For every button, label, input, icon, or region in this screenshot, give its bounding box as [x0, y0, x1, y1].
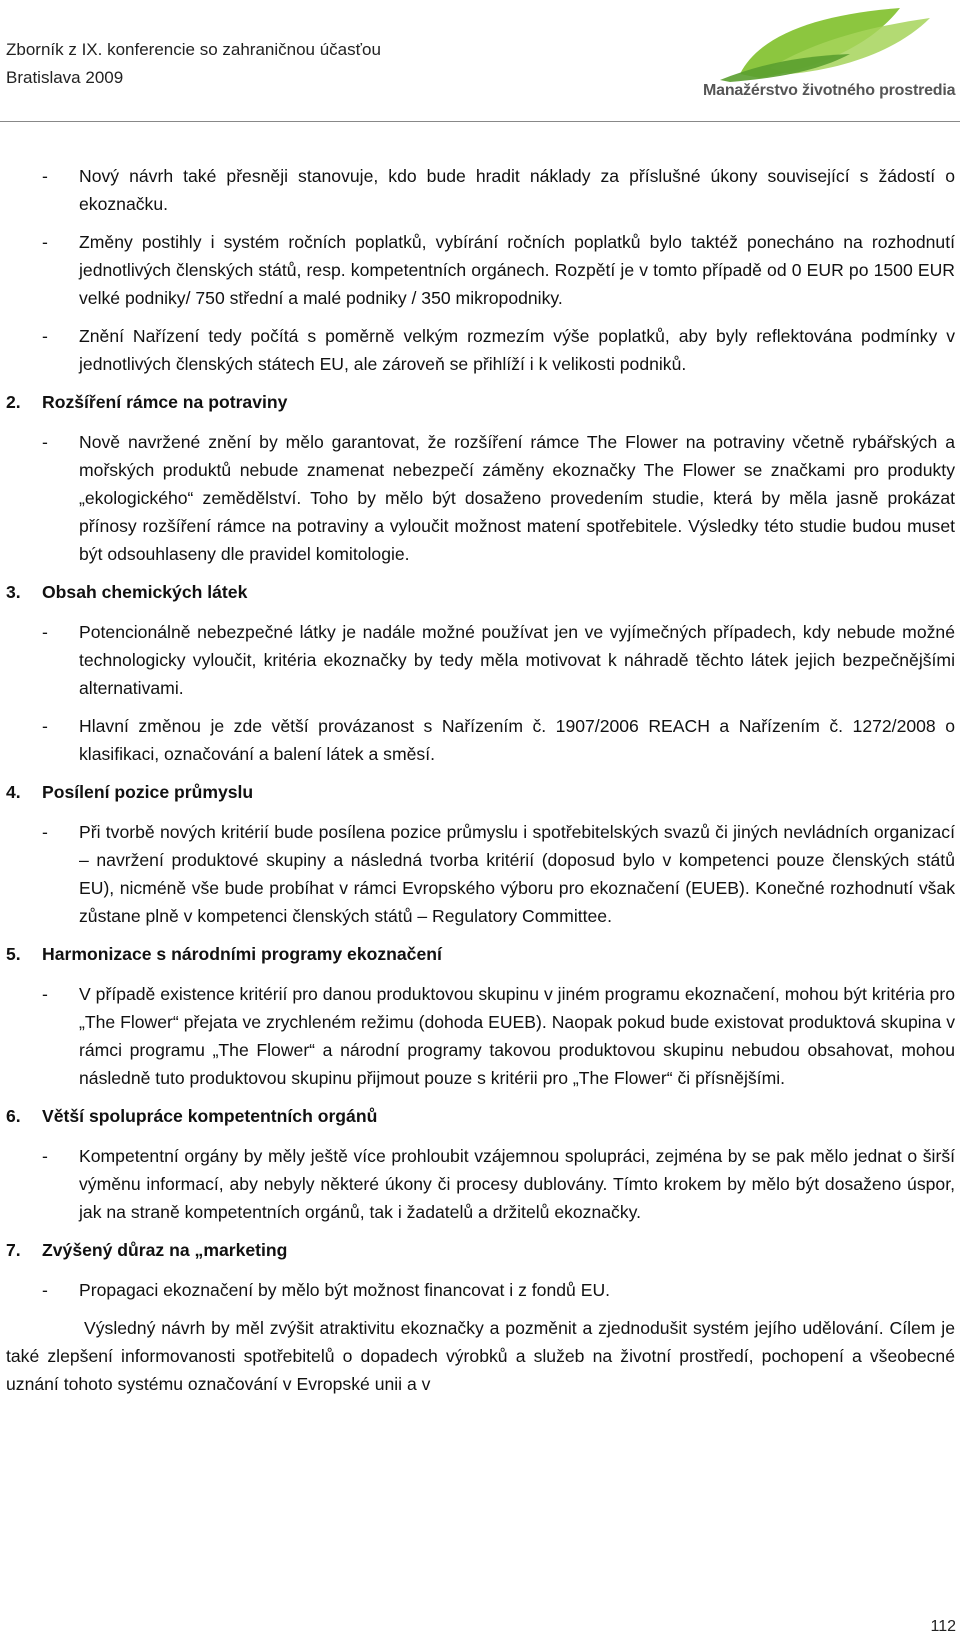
section-heading	[0, 1236, 955, 1264]
list-item	[0, 228, 955, 312]
list-item	[0, 162, 955, 218]
page-header	[0, 0, 960, 122]
bullet-dash: -	[42, 1146, 48, 1166]
list-item	[0, 322, 955, 378]
bullet-text: Kompetentní orgány by měly ještě více prohloubit vzájemnou spolupráci, zejména by se pak mělo jednat o širší výměnu informací, aby nebyly některé úkony či procesy dublovány. Tímto krokem by mělo být dosaženo úspor, jak na straně kompetentních orgánů, tak i žadatelů a držitelů ekoznačky.	[79, 1146, 955, 1222]
bullet-text: Potencionálně nebezpečné látky je nadále možné používat jen ve vyjímečných případech, kdy nebude možné technologicky vyloučit, kritéria ekoznačky by tedy měla motivovat k náhradě těchto látek jejich bezpečnějšími alternativami.	[79, 622, 955, 698]
bullet-dash: -	[42, 166, 48, 186]
section-heading	[0, 778, 955, 806]
list-item	[0, 1142, 955, 1226]
bullet-dash: -	[42, 822, 48, 842]
header-divider	[0, 121, 960, 122]
bullet-text: Znění Nařízení tedy počítá s poměrně velkým rozmezím výše poplatků, aby byly reflektována podmínky v jednotlivých členských státech EU, ale zároveň se přihlíží i k velikosti podniků.	[79, 326, 955, 374]
bullet-text: Nově navržené znění by mělo garantovat, že rozšíření rámce The Flower na potraviny včetně rybářských a mořských produktů nebude znamenat nebezpečí záměny ekoznačky The Flower se značkami pro produkty „ekologického“ zemědělství. Toho by mělo být dosaženo provedením studie, která by měla jasně prokázat přínosy rozšíření rámce na potraviny a vyloučit možnost matení spotřebitele. Výsledky této studie budou muset být odsouhlaseny dle pravidel komitologie.	[79, 432, 955, 564]
section-heading	[0, 1102, 955, 1130]
list-item	[0, 1276, 955, 1304]
bullet-dash: -	[42, 326, 48, 346]
conference-place-year: Bratislava 2009	[6, 68, 124, 87]
closing-paragraph: Výsledný návrh by měl zvýšit atraktivitu ekoznačky a pozměnit a zjednodušit systém jejího udělování. Cílem je také zlepšení informovanosti spotřebitelů o dopadech výrobků a služeb na životní prostředí, pochopení a všeobecné uznání tohoto systému označování v Evropské unii a v	[6, 1318, 955, 1394]
conference-name: Zborník z IX. konferencie so zahraničnou účasťou	[6, 40, 381, 59]
document-body	[0, 162, 955, 1398]
section-number: 2.	[6, 392, 21, 412]
bullet-dash: -	[42, 716, 48, 736]
section-title: Větší spolupráce kompetentních orgánů	[42, 1106, 378, 1126]
section-title: Zvýšený důraz na „marketing	[42, 1240, 288, 1260]
list-item	[0, 980, 955, 1092]
bullet-text: Hlavní změnou je zde větší provázanost s Nařízením č. 1907/2006 REACH a Nařízením č. 1272/2008 o klasifikaci, označování a balení látek a směsí.	[79, 716, 955, 764]
section-heading	[0, 940, 955, 968]
logo-text: Manažérstvo životného prostredia	[703, 82, 956, 99]
section-number: 3.	[6, 582, 21, 602]
section-title: Obsah chemických látek	[42, 582, 248, 602]
list-item	[0, 428, 955, 568]
list-item	[0, 618, 955, 702]
section-number: 5.	[6, 944, 21, 964]
bullet-text: V případě existence kritérií pro danou produktovou skupinu v jiném programu ekoznačení, mohou být kritéria pro „The Flower“ přejata ve zrychleném režimu (dohoda EUEB). Naopak pokud bude existovat produktová skupina v rámci programu „The Flower“ a národní programy takovou produktovou skupinu nebudou obsahovat, mohou následně tuto produktovou skupinu přijmout pouze s kritérii pro „The Flower“ či přísnějšími.	[79, 984, 955, 1088]
conference-title	[6, 36, 381, 92]
section-heading	[0, 578, 955, 606]
bullet-dash: -	[42, 1280, 48, 1300]
bullet-dash: -	[42, 622, 48, 642]
section-number: 7.	[6, 1240, 21, 1260]
bullet-text: Propagaci ekoznačení by mělo být možnost financovat i z fondů EU.	[79, 1280, 611, 1300]
section-title: Rozšíření rámce na potraviny	[42, 392, 288, 412]
bullet-text: Změny postihly i systém ročních poplatků, vybírání ročních poplatků bylo taktéž ponecháno na rozhodnutí jednotlivých členských států, resp. kompetentních orgánech. Rozpětí je v tomto případě od 0 EUR po 1500 EUR velké podniky/ 750 střední a malé podniky / 350 mikropodniky.	[79, 232, 955, 308]
section-title: Harmonizace s národními programy ekoznačení	[42, 944, 442, 964]
bullet-dash: -	[42, 984, 48, 1004]
bullet-text: Nový návrh také přesněji stanovuje, kdo bude hradit náklady za příslušné úkony související s žádostí o ekoznačku.	[79, 166, 955, 214]
bullet-text: Při tvorbě nových kritérií bude posílena pozice průmyslu i spotřebitelských svazů či jiných nevládních organizací – navržení produktové skupiny a následná tvorba kritérií (doposud bylo v kompetenci pouze členských států EU), nicméně vše bude probíhat v rámci Evropského výboru pro ekoznačení (EUEB). Konečné rozhodnutí však zůstane plně v kompetenci členských států – Regulatory Committee.	[79, 822, 955, 926]
section-number: 4.	[6, 782, 21, 802]
list-item	[0, 818, 955, 930]
section-heading	[0, 388, 955, 416]
bullet-dash: -	[42, 432, 48, 452]
list-item	[0, 712, 955, 768]
bullet-dash: -	[42, 232, 48, 252]
page-number: 112	[930, 1618, 956, 1635]
section-number: 6.	[6, 1106, 21, 1126]
section-title: Posílení pozice průmyslu	[42, 782, 254, 802]
